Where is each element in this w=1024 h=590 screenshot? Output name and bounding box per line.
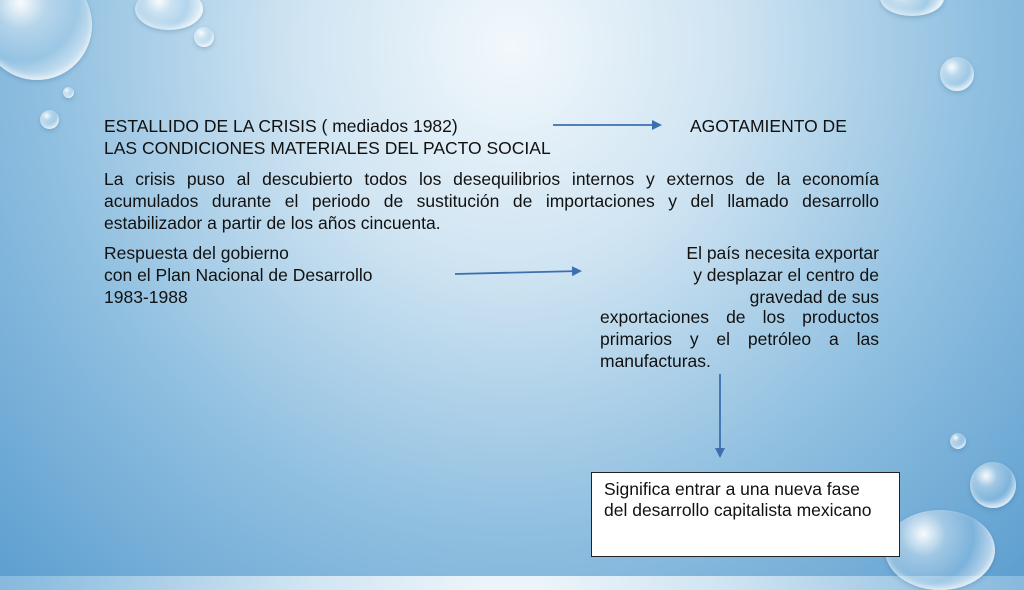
response-line3: 1983-1988 <box>104 287 188 307</box>
title-line2: LAS CONDICIONES MATERIALES DEL PACTO SOCIAL <box>104 138 551 158</box>
need-line2: y desplazar el centro de <box>693 265 879 285</box>
need-rest: exportaciones de los productos primarios y el petróleo a las manufacturas. <box>600 307 879 371</box>
title-left: ESTALLIDO DE LA CRISIS ( mediados 1982) <box>104 116 458 136</box>
arrow-right-middle <box>455 271 580 274</box>
crisis-paragraph: La crisis puso al descubierto todos los desequilibrios internos y externos de la economía acumulados durante el periodo de sustitución de importaciones y del llamado desarrollo estabilizador a partir de los años cincuenta. <box>104 169 879 233</box>
conclusion-text: Significa entrar a una nueva fase del desarrollo capitalista mexicano <box>604 479 872 520</box>
conclusion-box <box>591 472 900 557</box>
response-line1: Respuesta del gobierno <box>104 243 289 263</box>
need-line3: gravedad de sus <box>749 287 879 307</box>
title-right: AGOTAMIENTO DE <box>690 116 847 136</box>
response-line2: con el Plan Nacional de Desarrollo <box>104 265 373 285</box>
need-line1: El país necesita exportar <box>686 243 879 263</box>
